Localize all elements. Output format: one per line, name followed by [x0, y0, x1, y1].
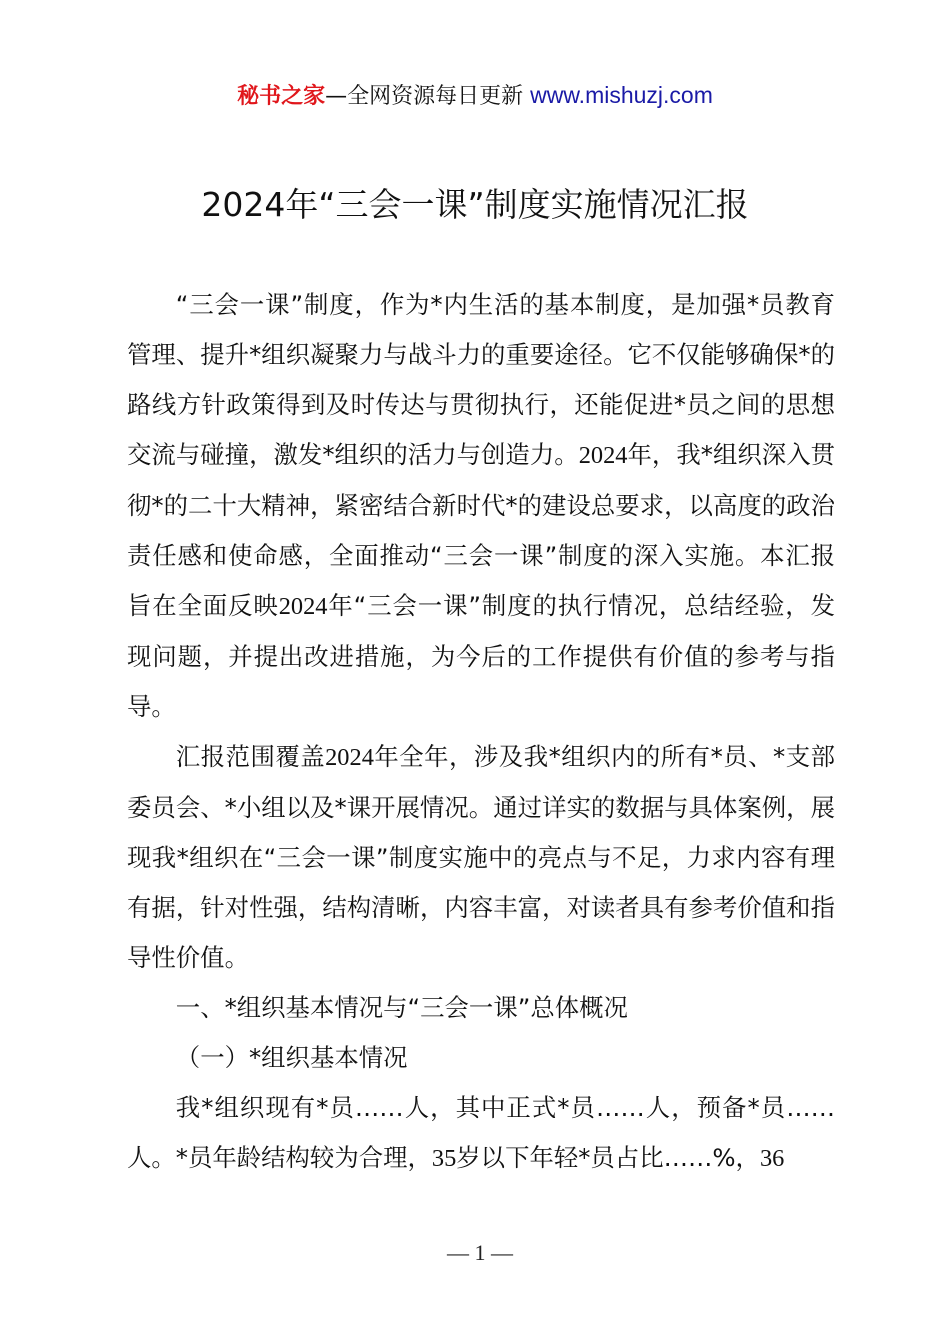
page-number: — 1 — — [447, 1240, 513, 1265]
document-title: 2024年“三会一课”制度实施情况汇报 — [201, 185, 749, 224]
body-paragraph-1: “三会一课”制度，作为*内生活的基本制度，是加强*员教育管理、提升*组织凝聚力与战斗力的重要途径。它不仅能够确保*的路线方针政策得到及时传达与贯彻执行，还能促进*员之间的思想交流与碰撞，激发*组织的活力与创造力。2024年，我*组织深入贯彻*的二十大精神，紧密结合新时代*的建设总要求，以高度的政治责任感和使命感，全面推动“三会一课”制度的深入实施。本汇报旨在全面反映2024年“三会一课”制度的执行情况，总结经验，发现问题，并提出改进措施，为今后的工作提供有价值的参考与指导。 — [127, 290, 836, 721]
site-header-banner — [0, 80, 950, 112]
site-brand: 秘书之家 — [237, 84, 326, 109]
subsection-heading: （一）*组织基本情况 — [175, 1043, 408, 1072]
site-tagline: —全网资源每日更新 — [325, 84, 524, 109]
document-body — [127, 280, 835, 1184]
site-url-link[interactable]: www.mishuzj.com — [530, 82, 713, 108]
body-paragraph-2: 汇报范围覆盖2024年全年，涉及我*组织内的所有*员、*支部委员会、*小组以及*课开展情况。通过详实的数据与具体案例，展现我*组织在“三会一课”制度实施中的亮点与不足，力求内容有理有据，针对性强，结构清晰，内容丰富，对读者具有参考价值和指导性价值。 — [127, 742, 835, 972]
section-heading: 一、*组织基本情况与“三会一课”总体概况 — [175, 993, 628, 1022]
body-paragraph-3: 我*组织现有*员……人，其中正式*员……人，预备*员……人。*员年龄结构较为合理，35岁以下年轻*员占比……%，36 — [127, 1093, 835, 1172]
